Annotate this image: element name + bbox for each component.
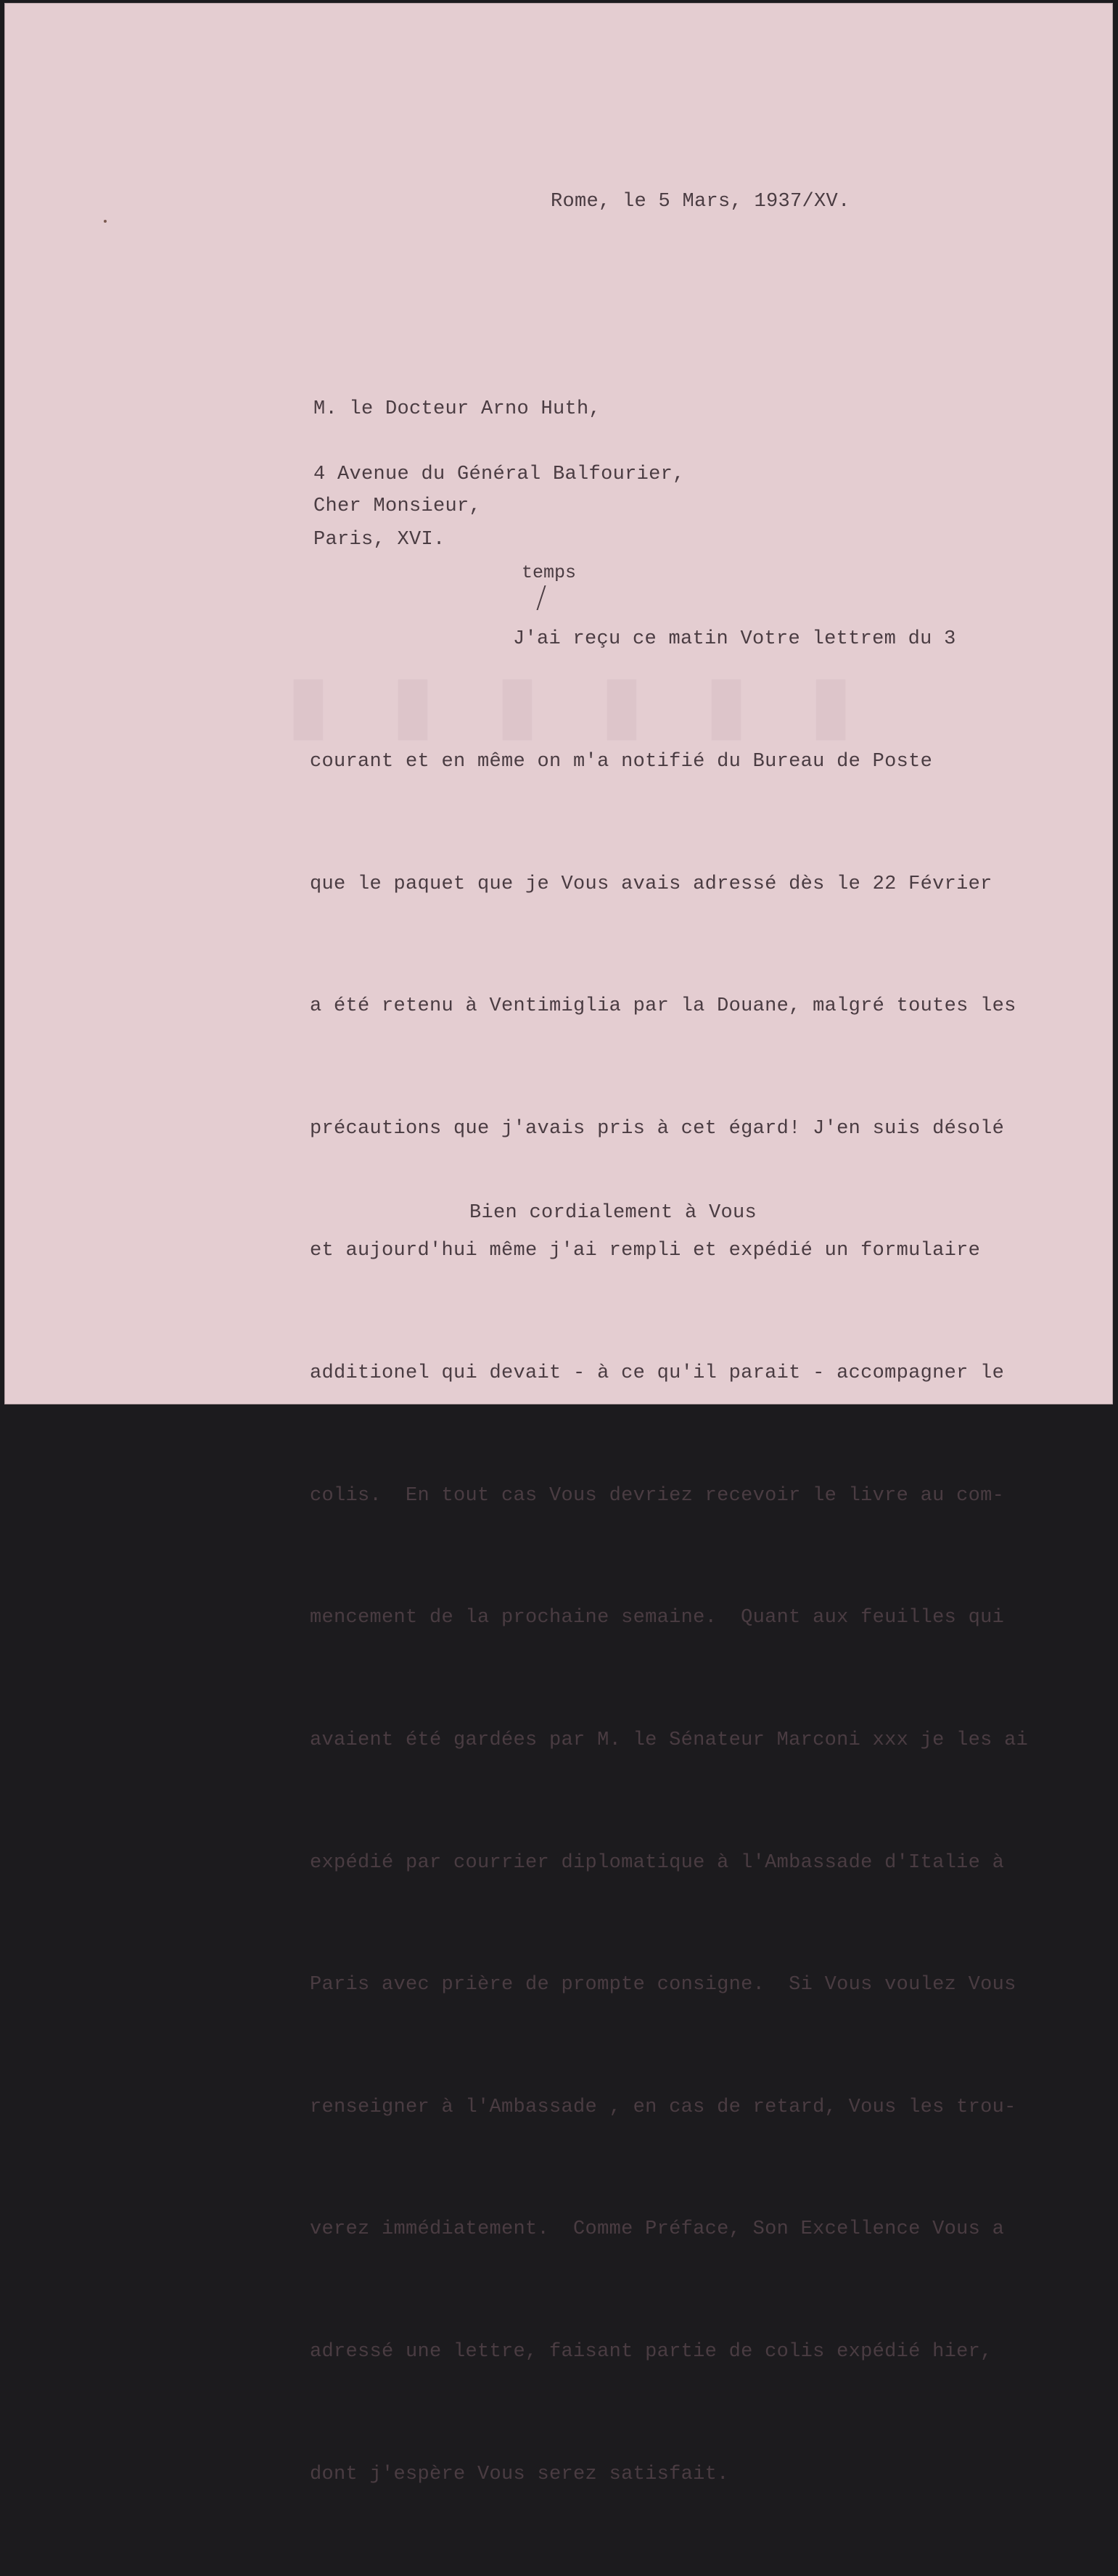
body-line: a été retenu à Ventimiglia par la Douane, malgré toutes les xyxy=(310,995,1016,1018)
address-line-1: M. le Docteur Arno Huth, xyxy=(313,398,601,420)
address-line-2: 4 Avenue du Général Balfourier, xyxy=(313,464,685,485)
body-line: dont j'espère Vous serez satisfait. xyxy=(310,2463,729,2485)
paper-speck xyxy=(104,220,107,223)
handwritten-insertion: temps xyxy=(522,562,577,583)
body-line: Paris avec prière de prompte consigne. Si Vous voulez Vous xyxy=(310,1974,1016,1996)
body-line: précautions que j'avais pris à cet égard! J'en suis désolé xyxy=(310,1117,1005,1140)
address-line-3: Paris, XVI. xyxy=(313,529,445,551)
body-line: additionel qui devait - à ce qu'il parait - accompagner le xyxy=(310,1362,1005,1385)
body-line: que le paquet que je Vous avais adressé dès le 22 Février xyxy=(310,873,992,895)
body-line: et aujourd'hui même j'ai rempli et expédié un formulaire xyxy=(310,1240,981,1262)
body-line: adressé une lettre, faisant partie de colis expédié hier, xyxy=(310,2340,992,2363)
letter-body xyxy=(310,538,1028,2576)
show-through-watermark: ▮ ▮ ▮ ▮ ▮ ▮ xyxy=(266,659,853,748)
body-line: expédié par courrier diplomatique à l'Ambassade d'Italie à xyxy=(310,1851,1005,1874)
date-line: Rome, le 5 Mars, 1937/XV. xyxy=(551,191,850,213)
closing-line: Bien cordialement à Vous xyxy=(469,1202,757,1224)
body-line: courant et en même on m'a notifié du Bureau de Poste xyxy=(310,751,933,773)
body-line: avaient été gardées par M. le Sénateur Marconi xxx je les ai xyxy=(310,1729,1029,1751)
body-line: colis. En tout cas Vous devriez recevoir le livre au com- xyxy=(310,1484,1005,1507)
body-line: J'ai reçu ce matin Votre lettrem du 3 xyxy=(513,628,956,651)
body-line: renseigner à l'Ambassade , en cas de retard, Vous les trou- xyxy=(310,2096,1016,2118)
letter-page xyxy=(4,3,1113,2485)
body-line: verez immédiatement. Comme Préface, Son Excellence Vous a xyxy=(310,2218,1005,2241)
salutation: Cher Monsieur, xyxy=(313,495,482,517)
body-line: mencement de la prochaine semaine. Quant aux feuilles qui xyxy=(310,1607,1005,1629)
